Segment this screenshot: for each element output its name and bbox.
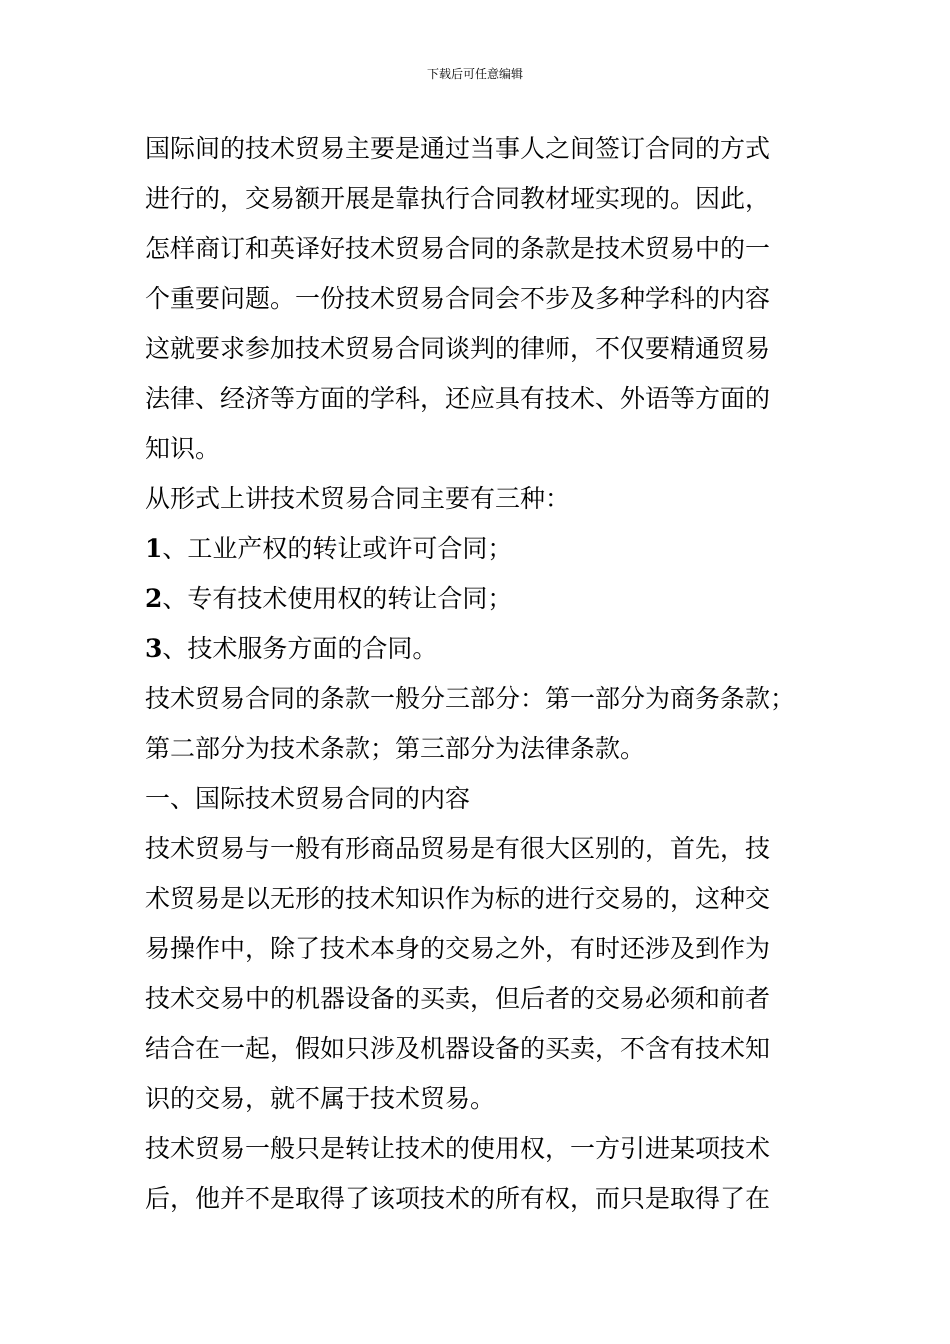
text-line bbox=[145, 174, 825, 224]
text-line bbox=[145, 274, 825, 324]
list-item bbox=[145, 624, 825, 674]
line-text: 怎样商订和英译好技术贸易合同的条款是技术贸易中的一 bbox=[145, 234, 771, 263]
text-line bbox=[145, 474, 825, 524]
line-text: 法律、经济等方面的学科，还应具有技术、外语等方面的 bbox=[145, 384, 771, 413]
text-line bbox=[145, 374, 825, 424]
line-text: 结合在一起，假如只涉及机器设备的买卖，不含有技术知 bbox=[145, 1034, 771, 1063]
line-text: 技术交易中的机器设备的买卖，但后者的交易必须和前者 bbox=[145, 984, 771, 1013]
list-number: 2 bbox=[145, 584, 163, 613]
text-line bbox=[145, 324, 825, 374]
body-text bbox=[145, 124, 825, 1224]
list-item bbox=[145, 574, 825, 624]
text-line bbox=[145, 1024, 825, 1074]
list-number: 1 bbox=[145, 534, 163, 563]
text-line bbox=[145, 974, 825, 1024]
line-text: 一、国际技术贸易合同的内容 bbox=[145, 784, 471, 813]
text-line bbox=[145, 724, 825, 774]
line-text: 从形式上讲技术贸易合同主要有三种： bbox=[145, 484, 571, 513]
text-line bbox=[145, 124, 825, 174]
line-text: 技术贸易合同的条款一般分三部分：第一部分为商务条款； bbox=[145, 684, 796, 713]
line-text: 识的交易，就不属于技术贸易。 bbox=[145, 1084, 496, 1113]
text-line bbox=[145, 424, 825, 474]
text-line bbox=[145, 1124, 825, 1174]
list-number: 3 bbox=[145, 634, 163, 663]
line-text: 技术贸易一般只是转让技术的使用权，一方引进某项技术 bbox=[145, 1134, 771, 1163]
line-text: 、技术服务方面的合同。 bbox=[162, 634, 438, 663]
line-text: 这就要求参加技术贸易合同谈判的律师，不仅要精通贸易 bbox=[145, 334, 771, 363]
text-line bbox=[145, 1074, 825, 1124]
line-text: 、专有技术使用权的转让合同； bbox=[162, 584, 513, 613]
line-text: 知识。 bbox=[145, 434, 221, 463]
text-line bbox=[145, 224, 825, 274]
text-line bbox=[145, 924, 825, 974]
text-line bbox=[145, 1174, 825, 1224]
line-text: 第二部分为技术条款；第三部分为法律条款。 bbox=[145, 734, 646, 763]
text-line bbox=[145, 674, 825, 724]
text-line bbox=[145, 824, 825, 874]
line-text: 术贸易是以无形的技术知识作为标的进行交易的，这种交 bbox=[145, 884, 771, 913]
text-line bbox=[145, 874, 825, 924]
section-heading bbox=[145, 774, 825, 824]
line-text: 技术贸易与一般有形商品贸易是有很大区别的，首先，技 bbox=[145, 834, 771, 863]
header-note: 下载后可任意编辑 bbox=[426, 67, 523, 81]
line-text: 个重要问题。一份技术贸易合同会不步及多种学科的内容 bbox=[145, 284, 771, 313]
line-text: 国际间的技术贸易主要是通过当事人之间签订合同的方式 bbox=[145, 134, 771, 163]
line-text: 后，他并不是取得了该项技术的所有权，而只是取得了在 bbox=[145, 1184, 771, 1213]
line-text: 易操作中，除了技术本身的交易之外，有时还涉及到作为 bbox=[145, 934, 771, 963]
line-text: 进行的，交易额开展是靠执行合同教材垭实现的。因此， bbox=[145, 184, 771, 213]
line-text: 、工业产权的转让或许可合同； bbox=[162, 534, 513, 563]
list-item bbox=[145, 524, 825, 574]
